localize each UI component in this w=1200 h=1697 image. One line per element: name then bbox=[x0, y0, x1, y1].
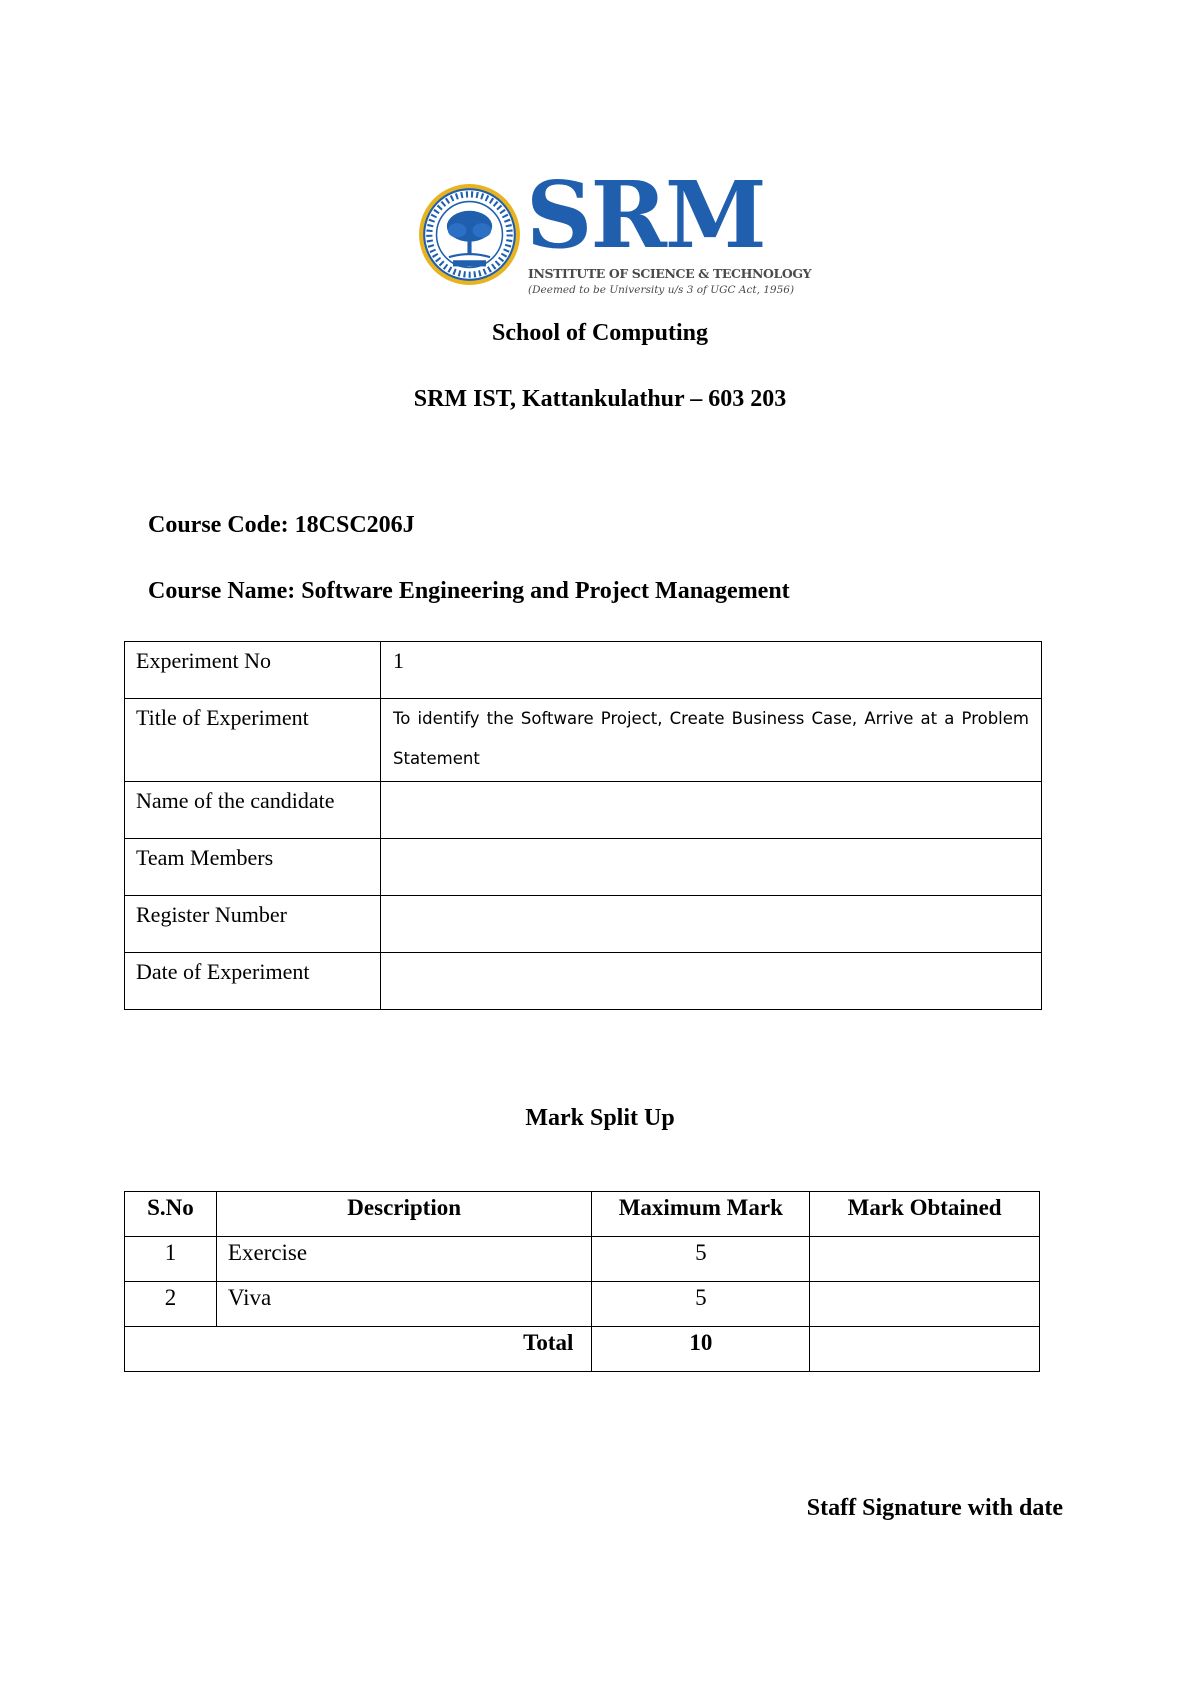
table-row bbox=[125, 1237, 1040, 1282]
table-row bbox=[125, 782, 1042, 839]
field-value bbox=[381, 896, 1042, 953]
description-cell: Viva bbox=[216, 1282, 592, 1327]
column-header: Description bbox=[216, 1192, 592, 1237]
total-row bbox=[125, 1327, 1040, 1372]
sno-cell: 2 bbox=[125, 1282, 217, 1327]
staff-signature-label: Staff Signature with date bbox=[806, 1495, 1063, 1521]
school-heading: School of Computing bbox=[491, 320, 709, 346]
field-label: Team Members bbox=[125, 839, 381, 896]
table-row bbox=[125, 642, 1042, 699]
field-label: Experiment No bbox=[125, 642, 381, 699]
sno-cell: 1 bbox=[125, 1237, 217, 1282]
field-value bbox=[381, 839, 1042, 896]
brand-wordmark bbox=[526, 161, 812, 298]
max-mark-cell: 5 bbox=[592, 1282, 810, 1327]
field-label: Name of the candidate bbox=[125, 782, 381, 839]
description-cell: Exercise bbox=[216, 1237, 592, 1282]
mark-split-table bbox=[124, 1191, 1040, 1372]
table-row bbox=[125, 839, 1042, 896]
column-header: S.No bbox=[125, 1192, 217, 1237]
table-row bbox=[125, 699, 1042, 782]
obtained-mark-cell bbox=[810, 1282, 1040, 1327]
university-seal-icon bbox=[418, 183, 521, 286]
max-mark-cell: 5 bbox=[592, 1237, 810, 1282]
obtained-mark-cell bbox=[810, 1237, 1040, 1282]
course-name: Course Name: Software Engineering and Project Management bbox=[148, 578, 790, 604]
experiment-details-table bbox=[124, 641, 1042, 1010]
field-label: Register Number bbox=[125, 896, 381, 953]
address-heading: SRM IST, Kattankulathur – 603 203 bbox=[413, 386, 787, 412]
total-max-cell: 10 bbox=[592, 1327, 810, 1372]
column-header: Mark Obtained bbox=[810, 1192, 1040, 1237]
table-row bbox=[125, 1282, 1040, 1327]
brand-note: (Deemed to be University u/s 3 of UGC Act, 1956) bbox=[528, 284, 795, 296]
table-row bbox=[125, 953, 1042, 1010]
field-value: To identify the Software Project, Create Business Case, Arrive at a Problem Statement bbox=[381, 699, 1042, 782]
table-row bbox=[125, 896, 1042, 953]
field-label: Title of Experiment bbox=[125, 699, 381, 782]
field-value bbox=[381, 782, 1042, 839]
institution-logo bbox=[418, 161, 812, 298]
field-label: Date of Experiment bbox=[125, 953, 381, 1010]
column-header: Maximum Mark bbox=[592, 1192, 810, 1237]
table-header-row bbox=[125, 1192, 1040, 1237]
field-value bbox=[381, 953, 1042, 1010]
course-code: Course Code: 18CSC206J bbox=[148, 512, 415, 538]
brand-name: SRM bbox=[526, 161, 765, 269]
field-value: 1 bbox=[381, 642, 1042, 699]
total-label: Total bbox=[125, 1327, 592, 1372]
brand-subtitle: INSTITUTE OF SCIENCE & TECHNOLOGY bbox=[528, 266, 812, 281]
total-obtained-cell bbox=[810, 1327, 1040, 1372]
mark-split-heading: Mark Split Up bbox=[525, 1105, 675, 1131]
